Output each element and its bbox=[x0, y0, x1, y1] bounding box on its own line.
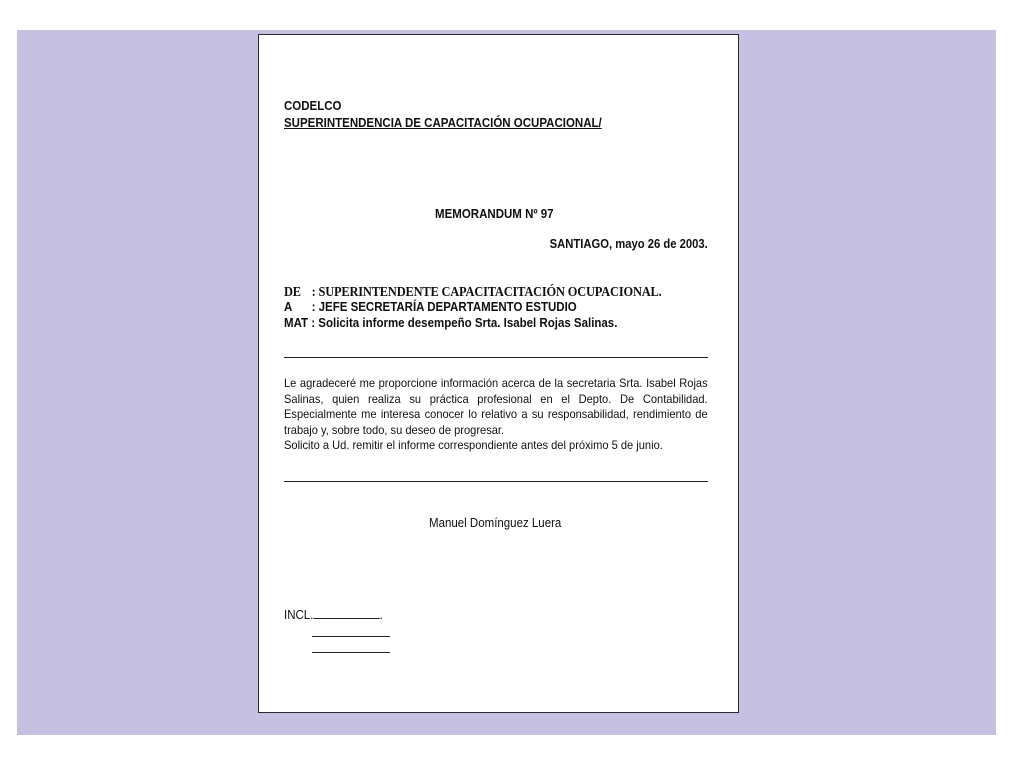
header-from bbox=[284, 284, 662, 300]
enclosures-label bbox=[284, 608, 383, 622]
header-to-label: A bbox=[284, 300, 293, 314]
memo-date: SANTIAGO, mayo 26 de 2003. bbox=[549, 237, 708, 251]
incl-line-3 bbox=[312, 652, 390, 653]
incl-line-2 bbox=[312, 636, 390, 637]
body-closing-line: Solicito a Ud. remitir el informe correspondiente antes del próximo 5 de junio. bbox=[284, 438, 663, 453]
header-from-label: DE bbox=[284, 284, 301, 299]
memo-title: MEMORANDUM Nº 97 bbox=[435, 207, 554, 221]
header-to-value: : JEFE SECRETARÍA DEPARTAMENTO ESTUDIO bbox=[311, 300, 577, 314]
divider-bottom bbox=[284, 481, 708, 482]
incl-label: INCL. bbox=[284, 608, 314, 622]
header-from-value: : SUPERINTENDENTE CAPACITACITACIÓN OCUPACIONAL. bbox=[311, 284, 662, 299]
organization-name: CODELCO bbox=[284, 99, 342, 113]
memo-page bbox=[258, 34, 739, 713]
header-to bbox=[284, 300, 577, 314]
header-subject-value: Solicita informe desempeño Srta. Isabel Rojas Salinas. bbox=[318, 316, 618, 330]
signature-name: Manuel Domínguez Luera bbox=[429, 516, 562, 530]
memo-body bbox=[284, 376, 708, 454]
header-subject bbox=[284, 316, 617, 330]
body-paragraph: Le agradeceré me proporcione información acerca de la secretaria Srta. Isabel Rojas Salinas, quien realiza su práctica profesional en el Depto. De Contabilidad. Especialmente me interesa conocer lo relativo a su responsabilidad, rendimiento de trabajo y, sobre todo, su deseo de progresar. bbox=[284, 376, 708, 437]
header-subject-label: MAT : bbox=[284, 316, 316, 330]
incl-line-1 bbox=[313, 608, 379, 619]
incl-suffix: . bbox=[379, 608, 383, 622]
department-name: SUPERINTENDENCIA DE CAPACITACIÓN OCUPACIONAL/ bbox=[284, 116, 602, 130]
divider-top bbox=[284, 357, 708, 358]
